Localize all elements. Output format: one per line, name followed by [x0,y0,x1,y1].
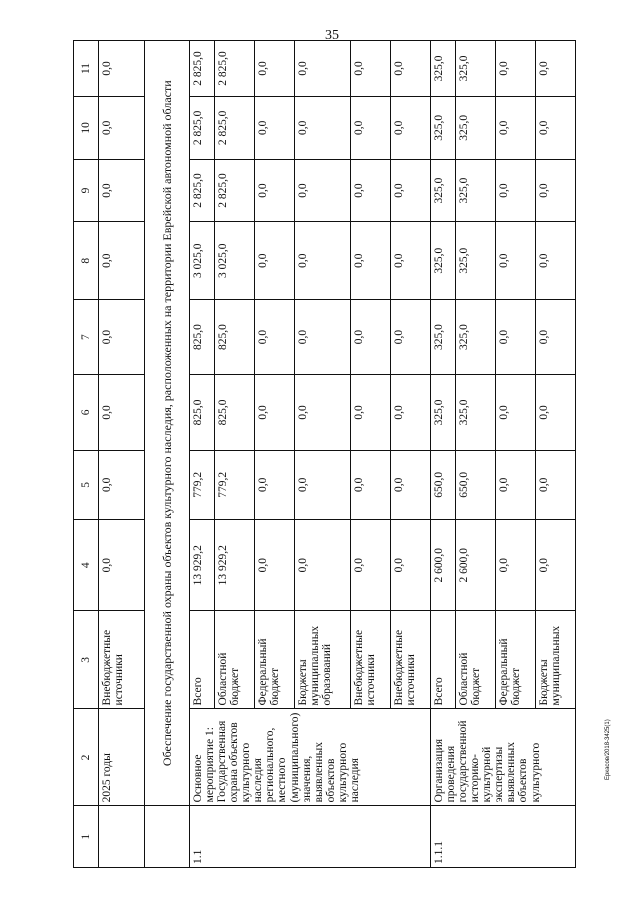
value-cell: 0,0 [99,375,145,450]
header-cell: 3 [74,611,99,709]
value-cell: 0,0 [295,159,351,222]
value-cell: 0,0 [99,41,145,97]
value-cell: 0,0 [391,41,431,97]
value-cell: 0,0 [295,222,351,300]
value-cell: 650,0 [456,450,496,520]
value-cell: 0,0 [536,41,576,97]
row-number-cell [99,806,145,868]
value-cell: 0,0 [255,96,295,159]
source-cell: Внебюджетные источники [351,611,391,709]
value-cell: 0,0 [295,96,351,159]
value-cell: 0,0 [351,450,391,520]
value-cell: 0,0 [99,222,145,300]
row-2025 [99,41,145,868]
value-cell: 0,0 [255,375,295,450]
value-cell: 2 600,0 [431,520,456,611]
value-cell: 0,0 [391,299,431,374]
value-cell: 0,0 [99,299,145,374]
value-cell: 2 825,0 [190,159,215,222]
item-name: Организация проведения государственной историко-культурной экспертизы выявленных объектов культурного [431,709,576,806]
value-cell: 0,0 [351,222,391,300]
value-cell: 2 825,0 [215,96,255,159]
header-cell: 10 [74,96,99,159]
value-cell: 325,0 [431,375,456,450]
value-cell: 0,0 [255,520,295,611]
item-name: Основное мероприятие 1: Государственная охрана объектов культурного наследия регионального, местного (муниципального) значения, выявленных объектов культурного наследия [190,709,431,806]
value-cell: 0,0 [391,96,431,159]
value-cell: 0,0 [255,450,295,520]
source-cell: Федеральный бюджет [496,611,536,709]
source-cell: Внебюджетные источники [391,611,431,709]
value-cell: 779,2 [190,450,215,520]
value-cell: 0,0 [295,520,351,611]
value-cell: 0,0 [496,159,536,222]
value-cell: 0,0 [351,375,391,450]
value-cell: 825,0 [190,299,215,374]
header-cell: 8 [74,222,99,300]
source-cell: Внебюджетные источники [99,611,145,709]
value-cell: 0,0 [391,520,431,611]
value-cell: 0,0 [351,159,391,222]
document-registration-note: Еркасов/2018-3425(1) [605,719,611,780]
value-cell: 0,0 [99,96,145,159]
value-cell: 325,0 [431,96,456,159]
budget-table [73,40,576,868]
value-cell: 0,0 [99,450,145,520]
source-cell: Всего [431,611,456,709]
value-cell: 325,0 [431,41,456,97]
value-cell: 0,0 [496,299,536,374]
header-cell: 11 [74,41,99,97]
value-cell: 0,0 [536,375,576,450]
value-cell: 0,0 [351,96,391,159]
section-title: Обеспечение государственной охраны объектов культурного наследия, расположенных на территории Еврейской автономной области [145,41,190,806]
value-cell: 0,0 [255,41,295,97]
header-cell: 4 [74,520,99,611]
value-cell: 0,0 [391,450,431,520]
item-number: 1.1.1 [431,806,576,868]
value-cell: 0,0 [496,41,536,97]
value-cell: 325,0 [431,222,456,300]
value-cell: 0,0 [255,222,295,300]
value-cell: 825,0 [215,299,255,374]
value-cell: 0,0 [536,450,576,520]
value-cell: 0,0 [496,222,536,300]
value-cell: 0,0 [496,96,536,159]
value-cell: 0,0 [391,222,431,300]
value-cell: 3 025,0 [215,222,255,300]
section-row [145,41,190,868]
value-cell: 325,0 [456,41,496,97]
value-cell: 0,0 [295,41,351,97]
rotated-table-container [73,40,576,868]
value-cell: 0,0 [536,520,576,611]
value-cell: 0,0 [295,375,351,450]
value-cell: 825,0 [215,375,255,450]
source-cell: Бюджеты муниципальных [536,611,576,709]
value-cell: 0,0 [351,41,391,97]
table-row [190,41,215,868]
value-cell: 0,0 [99,159,145,222]
value-cell: 325,0 [456,375,496,450]
header-row [74,41,99,868]
source-cell: Областной бюджет [215,611,255,709]
source-cell: Областной бюджет [456,611,496,709]
value-cell: 0,0 [351,520,391,611]
row-label: 2025 годы [99,709,145,806]
value-cell: 0,0 [536,159,576,222]
source-cell: Всего [190,611,215,709]
value-cell: 2 825,0 [190,41,215,97]
item-number: 1.1 [190,806,431,868]
value-cell: 325,0 [456,96,496,159]
value-cell: 13 929,2 [215,520,255,611]
value-cell: 0,0 [295,299,351,374]
value-cell: 650,0 [431,450,456,520]
value-cell: 0,0 [295,450,351,520]
header-cell: 5 [74,450,99,520]
header-cell: 2 [74,709,99,806]
value-cell: 0,0 [536,222,576,300]
value-cell: 0,0 [496,450,536,520]
value-cell: 0,0 [99,520,145,611]
value-cell: 0,0 [391,159,431,222]
table-row [431,41,456,868]
value-cell: 2 825,0 [190,96,215,159]
value-cell: 325,0 [456,299,496,374]
value-cell: 325,0 [456,222,496,300]
value-cell: 0,0 [536,299,576,374]
source-cell: Бюджеты муниципальных образований [295,611,351,709]
value-cell: 0,0 [391,375,431,450]
value-cell: 0,0 [496,375,536,450]
value-cell: 2 825,0 [215,159,255,222]
source-cell: Федеральный бюджет [255,611,295,709]
value-cell: 0,0 [255,159,295,222]
value-cell: 13 929,2 [190,520,215,611]
header-cell: 1 [74,806,99,868]
value-cell: 0,0 [351,299,391,374]
value-cell: 325,0 [456,159,496,222]
value-cell: 325,0 [431,159,456,222]
header-cell: 6 [74,375,99,450]
value-cell: 825,0 [190,375,215,450]
row-number-cell [145,806,190,868]
value-cell: 0,0 [496,520,536,611]
value-cell: 0,0 [255,299,295,374]
header-cell: 7 [74,299,99,374]
value-cell: 779,2 [215,450,255,520]
page-number: 35 [325,28,339,43]
header-cell: 9 [74,159,99,222]
value-cell: 0,0 [536,96,576,159]
value-cell: 325,0 [431,299,456,374]
value-cell: 2 600,0 [456,520,496,611]
value-cell: 2 825,0 [215,41,255,97]
value-cell: 3 025,0 [190,222,215,300]
